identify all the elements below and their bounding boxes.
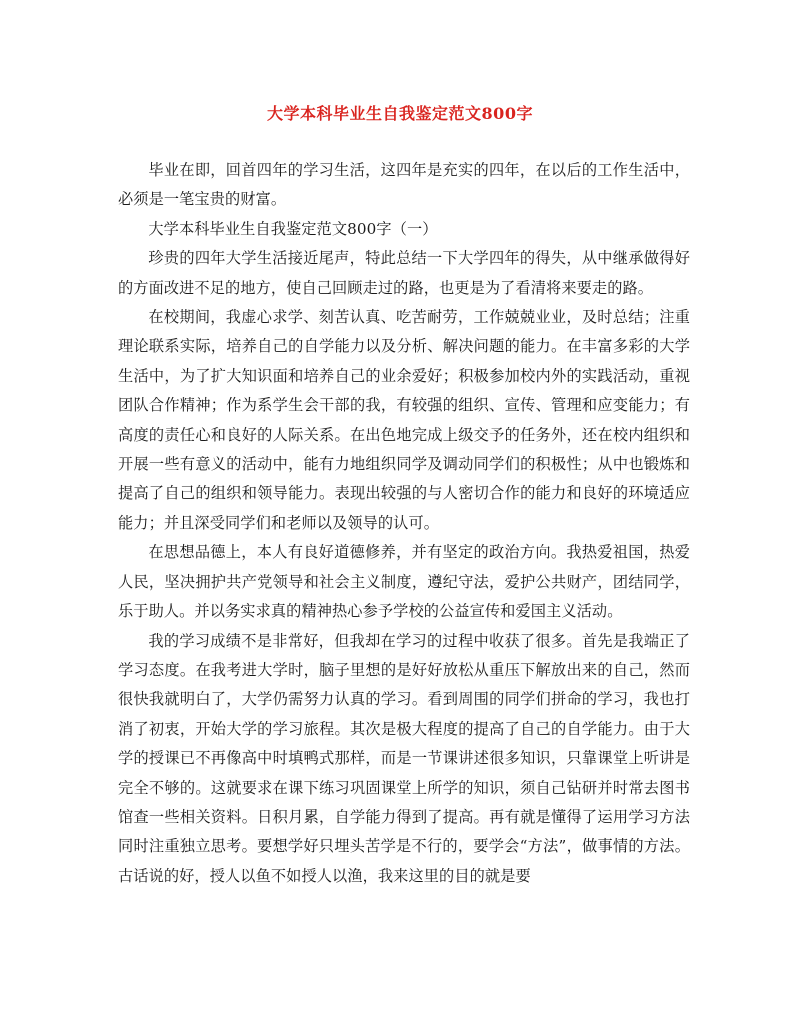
paragraph-2: 在校期间，我虚心求学、刻苦认真、吃苦耐劳，工作兢兢业业，及时总结；注重理论联系实际，培养自己的自学能力以及分析、解决问题的能力。在丰富多彩的大学生活中，为了扩大知识面和培养自己的业余爱好；积极参加校内外的实践活动，重视团队合作精神；作为系学生会干部的我，有较强的组织、宣传、管理和应变能力；有高度的责任心和良好的人际关系。在出色地完成上级交予的任务外，还在校内组织和开展一些有意义的活动中，能有力地组织同学及调动同学们的积极性；从中也锻炼和提高了自己的组织和领导能力。表现出较强的与人密切合作的能力和良好的环境适应能力；并且深受同学们和老师以及领导的认可。 — [118, 308, 690, 532]
paragraph-3: 在思想品德上，本人有良好道德修养，并有坚定的政治方向。我热爱祖国，热爱人民，坚决拥护共产党领导和社会主义制度，遵纪守法，爱护公共财产，团结同学，乐于助人。并以务实求真的精神热心参予学校的公益宣传和爱国主义活动。 — [118, 543, 690, 621]
document-body — [118, 156, 690, 891]
paragraph-intro: 毕业在即，回首四年的学习生活，这四年是充实的四年，在以后的工作生活中，必须是一笔宝贵的财富。 — [118, 161, 690, 209]
paragraph-4: 我的学习成绩不是非常好，但我却在学习的过程中收获了很多。首先是我端正了学习态度。在我考进大学时，脑子里想的是好好放松从重压下解放出来的自己，然而很快我就明白了，大学仍需努力认真的学习。看到周围的同学们拼命的学习，我也打消了初衷，开始大学的学习旅程。其次是极大程度的提高了自己的自学能力。由于大学的授课已不再像高中时填鸭式那样，而是一节课讲述很多知识，只靠课堂上听讲是完全不够的。这就要求在课下练习巩固课堂上所学的知识，须自己钻研并时常去图书馆查一些相关资料。日积月累，自学能力得到了提高。再有就是懂得了运用学习方法同时注重独立思考。要想学好只埋头苦学是不行的，要学会“方法”，做事情的方法。古话说的好，授人以鱼不如授人以渔，我来这里的目的就是要 — [118, 631, 690, 885]
paragraph-subheading: 大学本科毕业生自我鉴定范文800字（一） — [148, 219, 438, 238]
document-title: 大学本科毕业生自我鉴定范文800字 — [267, 104, 533, 123]
paragraph-1: 珍贵的四年大学生活接近尾声，特此总结一下大学四年的得失，从中继承做得好的方面改进不足的地方，使自己回顾走过的路，也更是为了看清将来要走的路。 — [118, 249, 690, 297]
